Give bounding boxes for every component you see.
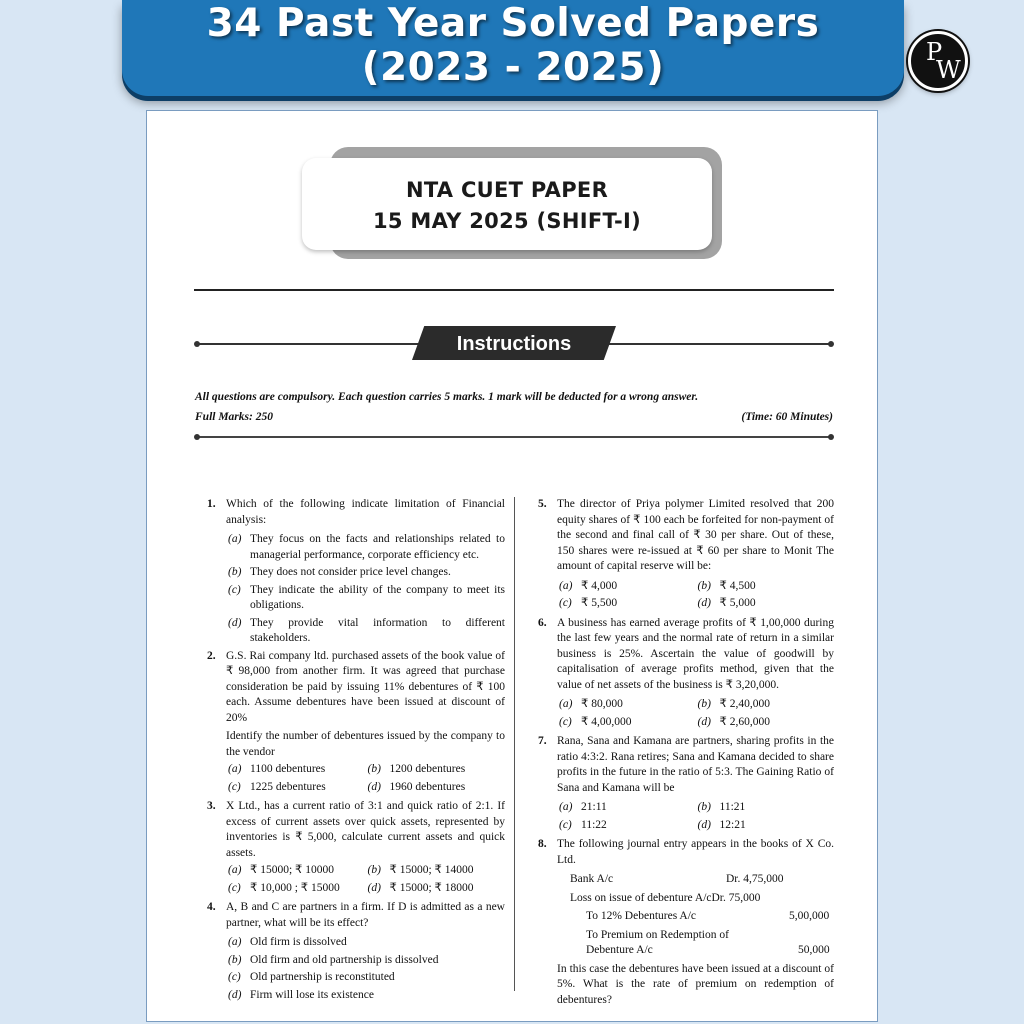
journal-amount: Dr. 4,75,000	[726, 873, 784, 885]
option-c	[557, 596, 696, 612]
marks-time-row	[195, 411, 833, 423]
divider-instructions	[198, 436, 830, 438]
option-text: They indicate the ability of the company to meet its obligations.	[250, 583, 505, 611]
option-b	[366, 863, 506, 879]
option-label: (c)	[228, 881, 241, 894]
journal-account-part: Debenture A/c	[586, 944, 653, 956]
option-c	[226, 970, 505, 986]
journal-entry	[557, 872, 834, 959]
option-c	[226, 881, 366, 897]
option-label: (c)	[228, 971, 241, 983]
option-text: 11:22	[581, 818, 607, 831]
option-b	[696, 800, 835, 816]
question-number: 7.	[538, 735, 547, 747]
option-text: ₹ 4,00,000	[581, 715, 632, 728]
full-marks: Full Marks: 250	[195, 411, 273, 423]
question-number: 8.	[538, 838, 547, 850]
option-label: (a)	[228, 533, 242, 545]
option-a	[226, 532, 505, 563]
option-text: ₹ 4,000	[581, 579, 618, 592]
questions-left-column	[207, 497, 505, 1005]
question-number: 1.	[207, 498, 216, 510]
question-number: 4.	[207, 901, 216, 913]
option-label: (b)	[367, 864, 381, 876]
question-2	[207, 649, 505, 798]
question-text: A, B and C are partners in a firm. If D is admitted as a new partner, what will be its effect?	[226, 901, 505, 929]
option-label: (c)	[559, 597, 572, 609]
paper-date-shift: 15 MAY 2025 (SHIFT-I)	[372, 209, 642, 233]
option-a	[557, 697, 696, 713]
option-text: ₹ 15000; ₹ 14000	[389, 864, 474, 876]
journal-line-1	[557, 872, 834, 888]
option-label: (a)	[228, 936, 242, 948]
option-b	[696, 697, 835, 713]
question-8	[538, 837, 834, 1008]
time-limit: (Time: 60 Minutes)	[741, 411, 833, 423]
option-d	[366, 881, 506, 897]
option-label: (a)	[559, 579, 573, 592]
option-label: (b)	[228, 953, 242, 966]
option-a	[557, 579, 696, 595]
journal-line-3	[557, 909, 834, 925]
instructions-note: All questions are compulsory. Each question carries 5 marks. 1 mark will be deducted for a wrong answer.	[195, 391, 699, 403]
options-grid	[226, 762, 505, 797]
option-d	[696, 715, 835, 731]
option-c	[557, 715, 696, 731]
option-label: (d)	[697, 597, 711, 609]
option-label: (d)	[697, 818, 711, 831]
option-a	[557, 800, 696, 816]
option-text: They focus on the facts and relationships related to managerial performance, corporate efficiency etc.	[250, 533, 505, 561]
question-text: Which of the following indicate limitation of Financial analysis:	[226, 498, 505, 526]
journal-account: Bank A/c	[570, 873, 614, 885]
option-c	[226, 780, 366, 796]
option-label: (a)	[559, 801, 573, 813]
options-grid	[557, 579, 834, 614]
option-text: Old firm and old partnership is dissolved	[250, 953, 439, 966]
option-label: (c)	[559, 715, 572, 728]
header-banner	[122, 0, 904, 96]
option-label: (d)	[228, 988, 242, 1001]
option-text: 1200 debentures	[389, 763, 466, 775]
option-text: ₹ 80,000	[581, 698, 623, 710]
option-text: ₹ 4,500	[719, 579, 756, 592]
option-text: 1225 debentures	[250, 780, 326, 793]
rule2-dot-right	[828, 434, 834, 440]
journal-amount: 50,000	[798, 944, 830, 956]
option-c	[557, 818, 696, 834]
option-b	[366, 762, 506, 778]
question-number: 6.	[538, 616, 547, 629]
question-3	[207, 799, 505, 898]
option-text: They provide vital information to different stakeholders.	[250, 616, 505, 644]
journal-account	[586, 928, 798, 959]
option-label: (b)	[697, 801, 711, 813]
paper-title: NTA CUET PAPER	[405, 178, 609, 202]
banner-years: (2023 - 2025)	[361, 45, 665, 90]
question-4	[207, 900, 505, 1003]
question-number: 2.	[207, 649, 216, 662]
journal-line-4	[557, 928, 834, 959]
option-text: ₹ 15000; ₹ 18000	[389, 881, 474, 894]
instructions-heading: Instructions	[456, 333, 572, 355]
option-text: 12:21	[719, 818, 746, 831]
pw-logo	[908, 31, 968, 91]
option-text: 11:21	[719, 801, 746, 813]
question-text: A business has earned average profits of ₹ 1,00,000 during the last few years and the normal rate of return in a similar business is 25%. Ascertain the value of goodwill by capitalisation of average profits method, given that the value of net assets of the business is ₹ 3,20,000.	[557, 616, 834, 691]
journal-account-part: To Premium on Redemption of	[586, 928, 729, 941]
banner-title: 34 Past Year Solved Papers	[206, 1, 820, 46]
option-text: They does not consider price level changes.	[250, 566, 451, 578]
option-label: (a)	[228, 864, 242, 876]
option-b	[226, 953, 505, 969]
option-label: (c)	[228, 780, 241, 793]
option-label: (d)	[367, 780, 381, 793]
question-6	[538, 616, 834, 733]
option-label: (b)	[228, 566, 242, 578]
divider-top	[194, 289, 834, 291]
question-number: 3.	[207, 800, 216, 812]
option-label: (b)	[367, 763, 381, 775]
question-subtext: Identify the number of debentures issued by the company to the vendor	[226, 730, 505, 758]
journal-amount: 5,00,000	[789, 910, 830, 922]
question-1	[207, 497, 505, 647]
question-text: X Ltd., has a current ratio of 3:1 and quick ratio of 2:1. If excess of current assets over quick assets, represented by inventories is ₹ 5,000, calculate current assets and quick assets.	[226, 800, 505, 859]
option-text: ₹ 10,000 ; ₹ 15000	[250, 881, 340, 894]
option-label: (b)	[697, 698, 711, 710]
rule-dot-left	[194, 341, 200, 347]
question-subtext: In this case the debentures have been issued at a discount of 5%. What is the rate of premium on redemption of debentures?	[557, 962, 834, 1006]
option-a	[226, 762, 366, 778]
option-d	[366, 780, 506, 796]
option-b	[226, 565, 505, 581]
journal-account: To 12% Debentures A/c	[586, 910, 697, 922]
option-text: Old partnership is reconstituted	[250, 971, 395, 983]
option-label: (a)	[559, 698, 573, 710]
option-text: Old firm is dissolved	[250, 936, 347, 948]
option-a	[226, 863, 366, 879]
option-label: (d)	[367, 881, 381, 894]
logo-letter-w: W	[936, 56, 961, 84]
options-grid	[557, 697, 834, 732]
option-d	[226, 988, 505, 1004]
option-text: ₹ 15000; ₹ 10000	[250, 864, 334, 876]
question-text: Rana, Sana and Kamana are partners, sharing profits in the ratio 4:3:2. Rana retires; Sana and Kamana decided to share profits in the future in the ratio of 5:3. The Gaining Ratio of Sana and Kamana will be	[557, 735, 834, 794]
rule2-dot-left	[194, 434, 200, 440]
option-text: ₹ 2,40,000	[719, 698, 770, 710]
option-label: (c)	[228, 583, 241, 596]
option-d	[226, 616, 505, 647]
option-label: (a)	[228, 763, 242, 775]
questions-right-column	[538, 497, 834, 1010]
option-text: ₹ 5,500	[581, 597, 618, 609]
rule-dot-right	[828, 341, 834, 347]
journal-line-2	[557, 891, 834, 907]
question-number: 5.	[538, 498, 547, 510]
options-grid	[226, 863, 505, 898]
option-label: (b)	[697, 579, 711, 592]
paper-title-box	[302, 158, 712, 250]
option-a	[226, 935, 505, 951]
question-text: G.S. Rai company ltd. purchased assets of the book value of ₹ 98,000 from another firm. It was agreed that purchase consideration be paid by issuing 11% debentures of ₹ 100 each. Assume debentures have been issued at discount of 20%	[226, 649, 505, 724]
option-text: 21:11	[581, 801, 607, 813]
journal-amount: Dr. 75,000	[711, 891, 761, 904]
option-c	[226, 583, 505, 614]
option-label: (d)	[228, 616, 242, 629]
option-d	[696, 818, 835, 834]
column-divider	[514, 497, 515, 991]
option-label: (d)	[697, 715, 711, 728]
question-7	[538, 734, 834, 835]
logo-letter-p: P	[926, 38, 943, 66]
option-d	[696, 596, 835, 612]
option-text: ₹ 5,000	[719, 597, 756, 609]
option-text: 1100 debentures	[250, 763, 326, 775]
option-label: (c)	[559, 818, 572, 831]
question-5	[538, 497, 834, 614]
question-text: The director of Priya polymer Limited resolved that 200 equity shares of ₹ 100 each be forfeited for non-payment of the second and final call of ₹ 30 per share. Out of these, 150 shares were re-issued at ₹ 60 per share to Monit The amount of capital reserve will be:	[557, 498, 834, 572]
options-grid	[557, 800, 834, 835]
option-text: 1960 debentures	[389, 780, 466, 793]
option-text: ₹ 2,60,000	[719, 715, 770, 728]
option-text: Firm will lose its existence	[250, 988, 374, 1001]
option-b	[696, 579, 835, 595]
journal-account: Loss on issue of debenture A/c	[570, 891, 712, 904]
question-text: The following journal entry appears in the books of X Co. Ltd.	[557, 838, 834, 866]
